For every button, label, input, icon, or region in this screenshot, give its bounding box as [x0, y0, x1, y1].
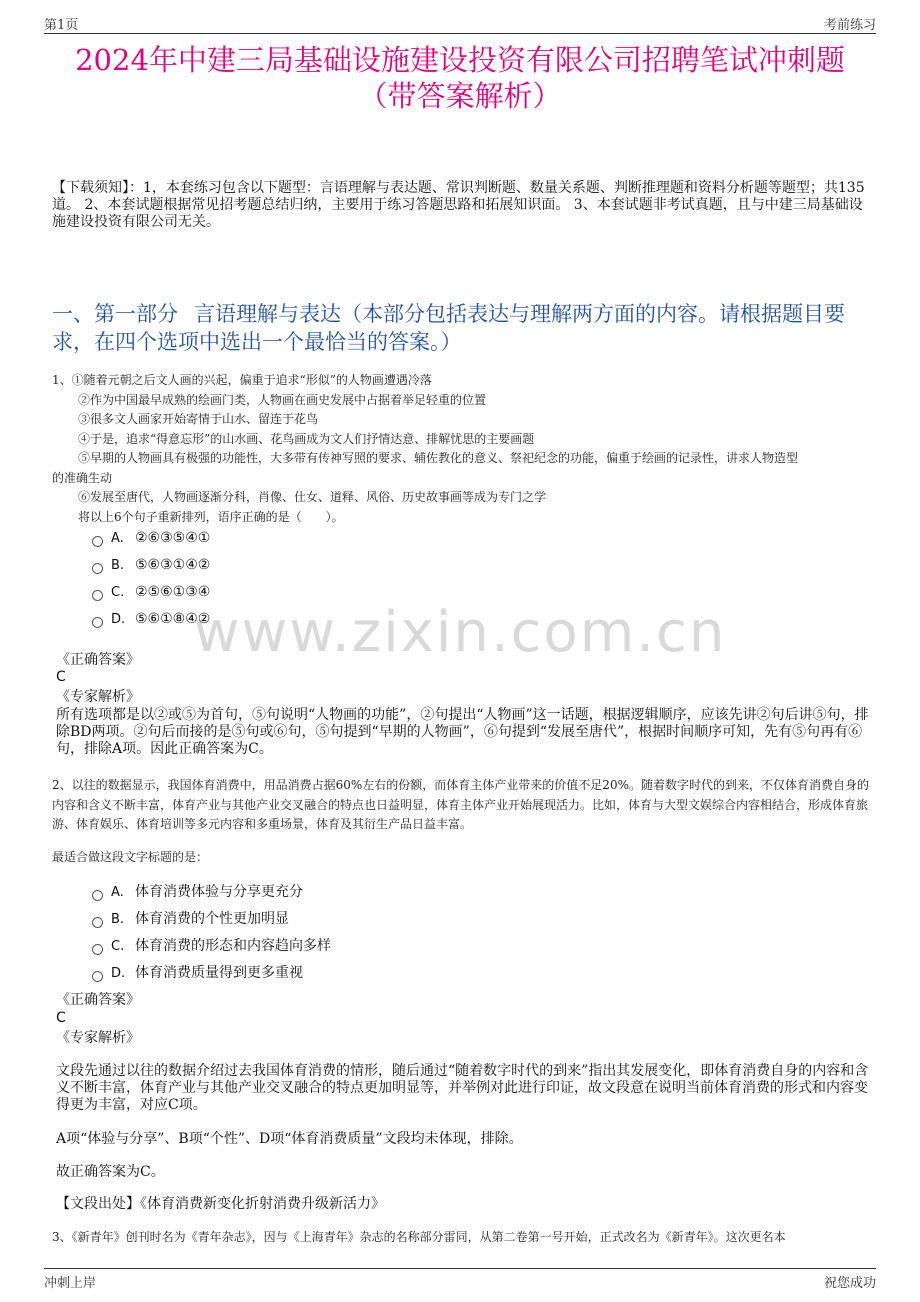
- section-description: 言语理解与表达（本部分包括表达与理解两方面的内容。请根据题目要求，在四个选项中选出一个最恰当的答案。）: [52, 302, 845, 354]
- q2-answer: C: [56, 1010, 66, 1026]
- footer-left: 冲刺上岸: [44, 1276, 97, 1291]
- page-footer: [44, 1272, 876, 1290]
- q2-answer-label: 《正确答案》: [56, 992, 140, 1008]
- q1-line: 的准确生动: [52, 470, 113, 485]
- q2-source: 【文段出处】《体育消费新变化折射消费升级新活力》: [56, 1196, 385, 1212]
- q1-line: ⑥发展至唐代，人物画逐渐分科，肖像、仕女、道释、风俗、历史故事画等成为专门之学: [78, 490, 547, 504]
- q1-option-c[interactable]: C. ②⑤⑥①③④: [92, 582, 210, 602]
- radio-icon[interactable]: [92, 536, 103, 547]
- section-heading: [52, 300, 870, 356]
- q2-option-c[interactable]: C. 体育消费的形态和内容趋向多样: [92, 936, 331, 956]
- q1-option-a[interactable]: A. ②⑥③⑤④①: [92, 528, 210, 548]
- q1-analysis-label: 《专家解析》: [56, 689, 140, 705]
- radio-icon[interactable]: [92, 563, 103, 574]
- q2-analysis-label: 《专家解析》: [56, 1030, 140, 1046]
- footer-rule: [44, 1268, 876, 1269]
- radio-icon[interactable]: [92, 944, 103, 955]
- header-rule: [44, 33, 876, 34]
- q2-option-d[interactable]: D. 体育消费质量得到更多重视: [92, 963, 303, 983]
- q1-line: ③很多文人画家开始寄情于山水、留连于花鸟: [78, 412, 319, 426]
- footer-right: 祝您成功: [823, 1276, 876, 1291]
- q1-answer: C: [56, 669, 66, 685]
- q2-analysis-3: 故正确答案为C。: [56, 1164, 165, 1180]
- q2-analysis-1: 文段先通过以往的数据介绍过去我国体育消费的情形，随后通过“随着数字时代的到来”指出其发展变化，即体育消费自身的内容和含义不断丰富，体育产业与其他产业交叉融合的特点更加明显等，并举例对此进行印证，故文段意在说明当前体育消费的形式和内容变得更为丰富，对应C项。: [56, 1063, 869, 1113]
- radio-icon[interactable]: [92, 617, 103, 628]
- q1-option-d[interactable]: D. ⑤⑥①⑧④②: [92, 609, 210, 629]
- page-number: 第1页: [44, 18, 79, 33]
- q1-line: ②作为中国最早成熟的绘画门类，人物画在画史发展中占据着举足轻重的位置: [78, 392, 487, 407]
- q1-analysis: 所有选项都是以②或⑤为首句，⑤句说明“人物画的功能”，②句提出“人物画”这一话题，根据逻辑顺序，应该先讲②句后讲⑤句，排除BD两项。②句后而接的是⑤句或⑥句，⑤句提到“早期的人物画”，⑥句提到“发展至唐代”，根据时间顺序可知，先有⑤句再有⑥句，排除A项。因此正确答案为C。: [56, 707, 869, 757]
- radio-icon[interactable]: [92, 590, 103, 601]
- q3-stem: 3、《新青年》创刊时名为《青年杂志》，因与《上海青年》杂志的名称部分雷同，从第二卷第一号开始，正式改名为《新青年》。这次更名本: [52, 1230, 786, 1244]
- q1-stem: [52, 371, 870, 527]
- q2-option-a[interactable]: A. 体育消费体验与分享更充分: [92, 882, 303, 902]
- q1-line: ④于是，追求“得意忘形”的山水画、花鸟画成为文人们抒情达意、排解忧思的主要画题: [78, 431, 535, 446]
- q2-analysis-2: A项“体验与分享”、B项“个性”、D项“体育消费质量”文段均未体现，排除。: [56, 1131, 523, 1147]
- q1-line: ⑤早期的人物画具有极强的功能性，大多带有传神写照的要求、辅佐教化的意义、祭祀纪念的功能，偏重于绘画的记录性，讲求人物造型: [78, 451, 799, 465]
- watermark: www.zixin.com.cn: [193, 600, 727, 665]
- section-part: 一、第一部分: [52, 302, 178, 326]
- q1-line: 1、①随着元朝之后文人画的兴起，偏重于追求“形似”的人物画遭遇冷落: [52, 373, 432, 387]
- q2-option-b[interactable]: B. 体育消费的个性更加明显: [92, 909, 289, 929]
- download-notice: 【下载须知】：1，本套练习包含以下题型：言语理解与表达题、常识判断题、数量关系题、判断推理题和资料分析题等题型；共135道。 2、本套试题根据常见招考题总结归纳，主要用于练习答题思路和拓展知识面。 3、本套试题非考试真题，且与中建三局基础设施建设投资有限公司无关。: [52, 180, 865, 230]
- page-header: [44, 14, 876, 32]
- q1-line: 将以上6个句子重新排列，语序正确的是（ ）。: [78, 509, 344, 524]
- header-tag: 考前练习: [823, 18, 876, 33]
- q1-answer-label: 《正确答案》: [56, 652, 140, 668]
- radio-icon[interactable]: [92, 890, 103, 901]
- document-title: 2024年中建三局基础设施建设投资有限公司招聘笔试冲刺题: [75, 43, 845, 77]
- q2-stem: 2、以往的数据显示，我国体育消费中，用品消费占据60%左右的份额，而体育主体产业带来的价值不足20%。随着数字时代的到来，不仅体育消费自身的内容和含义不断丰富，体育产业与其他产业交叉融合的特点也日益明显，体育主体产业开始展现活力。比如，体育与大型文娱综合内容相结合，形成体育旅游、体育娱乐、体育培训等多元内容和多重场景，体育及其衍生产品日益丰富。: [52, 778, 869, 831]
- q1-option-b[interactable]: B. ⑤⑥③①④②: [92, 555, 210, 575]
- radio-icon[interactable]: [92, 917, 103, 928]
- q2-prompt: 最适合做这段文字标题的是：: [52, 850, 209, 864]
- radio-icon[interactable]: [92, 971, 103, 982]
- document-subtitle: （带答案解析）: [358, 79, 562, 113]
